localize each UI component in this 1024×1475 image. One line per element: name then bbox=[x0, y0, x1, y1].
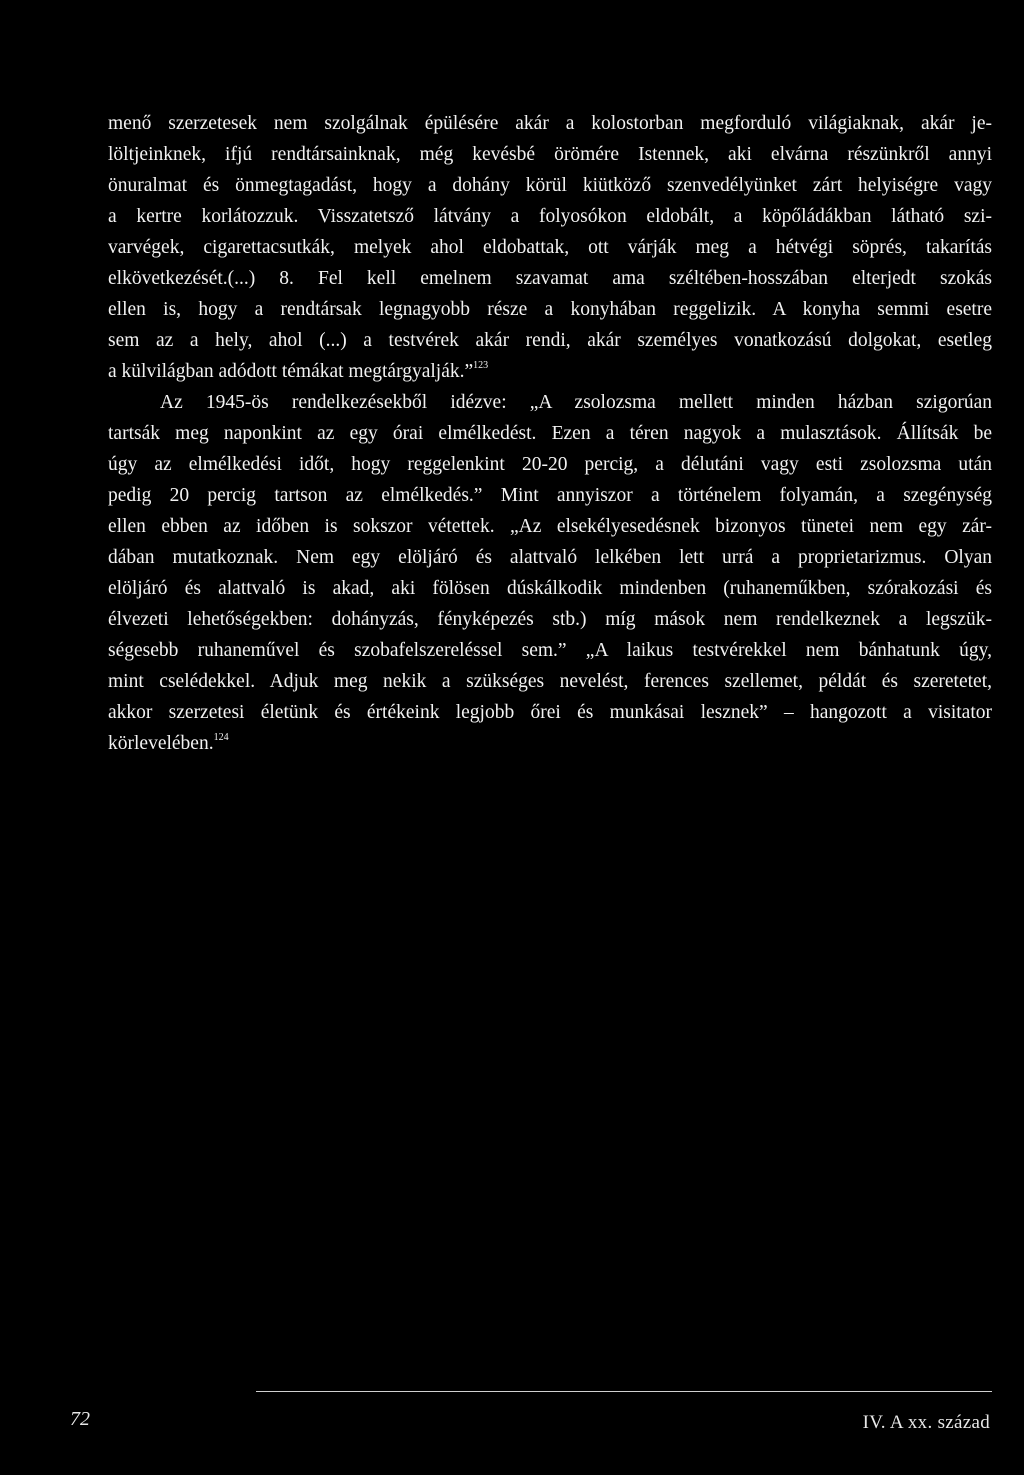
text-line: mint cselédekkel. Adjuk meg nekik a szükséges nevelést, ferences szellemet, példát és szeretetet, bbox=[108, 671, 992, 692]
text-line: varvégek, cigarettacsutkák, melyek ahol eldobattak, ott várják meg a hétvégi söprés, takarítás bbox=[108, 237, 992, 258]
text-line: a kertre korlátozzuk. Visszatetsző látvány a folyosókon eldobált, a köpőládákban látható szi- bbox=[108, 206, 992, 227]
text-line: ellen ebben az időben is sokszor vétettek. „Az elsekélyesedésnek bizonyos tünetei nem egy zár- bbox=[108, 516, 992, 537]
text-line: löltjeinknek, ifjú rendtársainknak, még kevésbé örömére Istennek, aki elvárna részünkről annyi bbox=[108, 144, 992, 165]
text-line: ségesebb ruhaneművel és szobafelszereléssel sem.” „A laikus testvérekkel nem bánhatunk úgy, bbox=[108, 640, 992, 661]
text-line: úgy az elmélkedési időt, hogy reggelenkint 20-20 percig, a délutáni vagy esti zsolozsma után bbox=[108, 454, 992, 475]
text-line: menő szerzetesek nem szolgálnak épülésére akár a kolostorban megforduló világiaknak, akár je- bbox=[108, 113, 992, 134]
text-line: önuralmat és önmegtagadást, hogy a dohány körül kiütköző szenvedélyünket zárt helyiségre vagy bbox=[108, 175, 992, 196]
footer-rule bbox=[256, 1391, 992, 1392]
text-line-last bbox=[108, 728, 992, 759]
line-text: a külvilágban adódott témákat megtárgyalják.” bbox=[108, 361, 474, 382]
text-line: akkor szerzetesi életünk és értékeink legjobb őrei és munkásai lesznek” – hangozott a visitator bbox=[108, 702, 992, 723]
line-text: körlevelében. bbox=[108, 733, 214, 754]
text-line: pedig 20 percig tartson az elmélkedés.” Mint annyiszor a történelem folyamán, a szegénység bbox=[108, 485, 992, 506]
page-number: 72 bbox=[70, 1408, 90, 1430]
page-body bbox=[108, 108, 992, 759]
footnote-ref: 124 bbox=[213, 732, 229, 743]
text-line: elkövetkezését.(...) 8. Fel kell emelnem szavamat ama széltében-hosszában elterjedt szokás bbox=[108, 268, 992, 289]
text-line: tartsák meg naponkint az egy órai elmélkedést. Ezen a téren nagyok a mulasztások. Állítsák be bbox=[108, 423, 992, 444]
footnote-ref: 123 bbox=[473, 360, 489, 371]
text-line: sem az a hely, ahol (...) a testvérek akár rendi, akár személyes vonatkozású dolgokat, esetleg bbox=[108, 330, 992, 351]
text-line: élvezeti lehetőségekben: dohányzás, fényképezés stb.) míg mások nem rendelkeznek a legszük- bbox=[108, 609, 992, 630]
text-line: ellen is, hogy a rendtársak legnagyobb része a konyhában reggelizik. A konyha semmi esetre bbox=[108, 299, 992, 320]
text-line: elöljáró és alattvaló is akad, aki fölösen dúskálkodik mindenben (ruhaneműkben, szórakozási és bbox=[108, 578, 992, 599]
paragraph-start-line: Az 1945-ös rendelkezésekből idézve: „A zsolozsma mellett minden házban szigorúan bbox=[160, 392, 992, 413]
running-header: IV. A xx. század bbox=[862, 1412, 990, 1433]
text-line: dában mutatkoznak. Nem egy elöljáró és alattvaló lelkében lett urrá a proprietarizmus. Olyan bbox=[108, 547, 992, 568]
text-line-last bbox=[108, 356, 992, 387]
